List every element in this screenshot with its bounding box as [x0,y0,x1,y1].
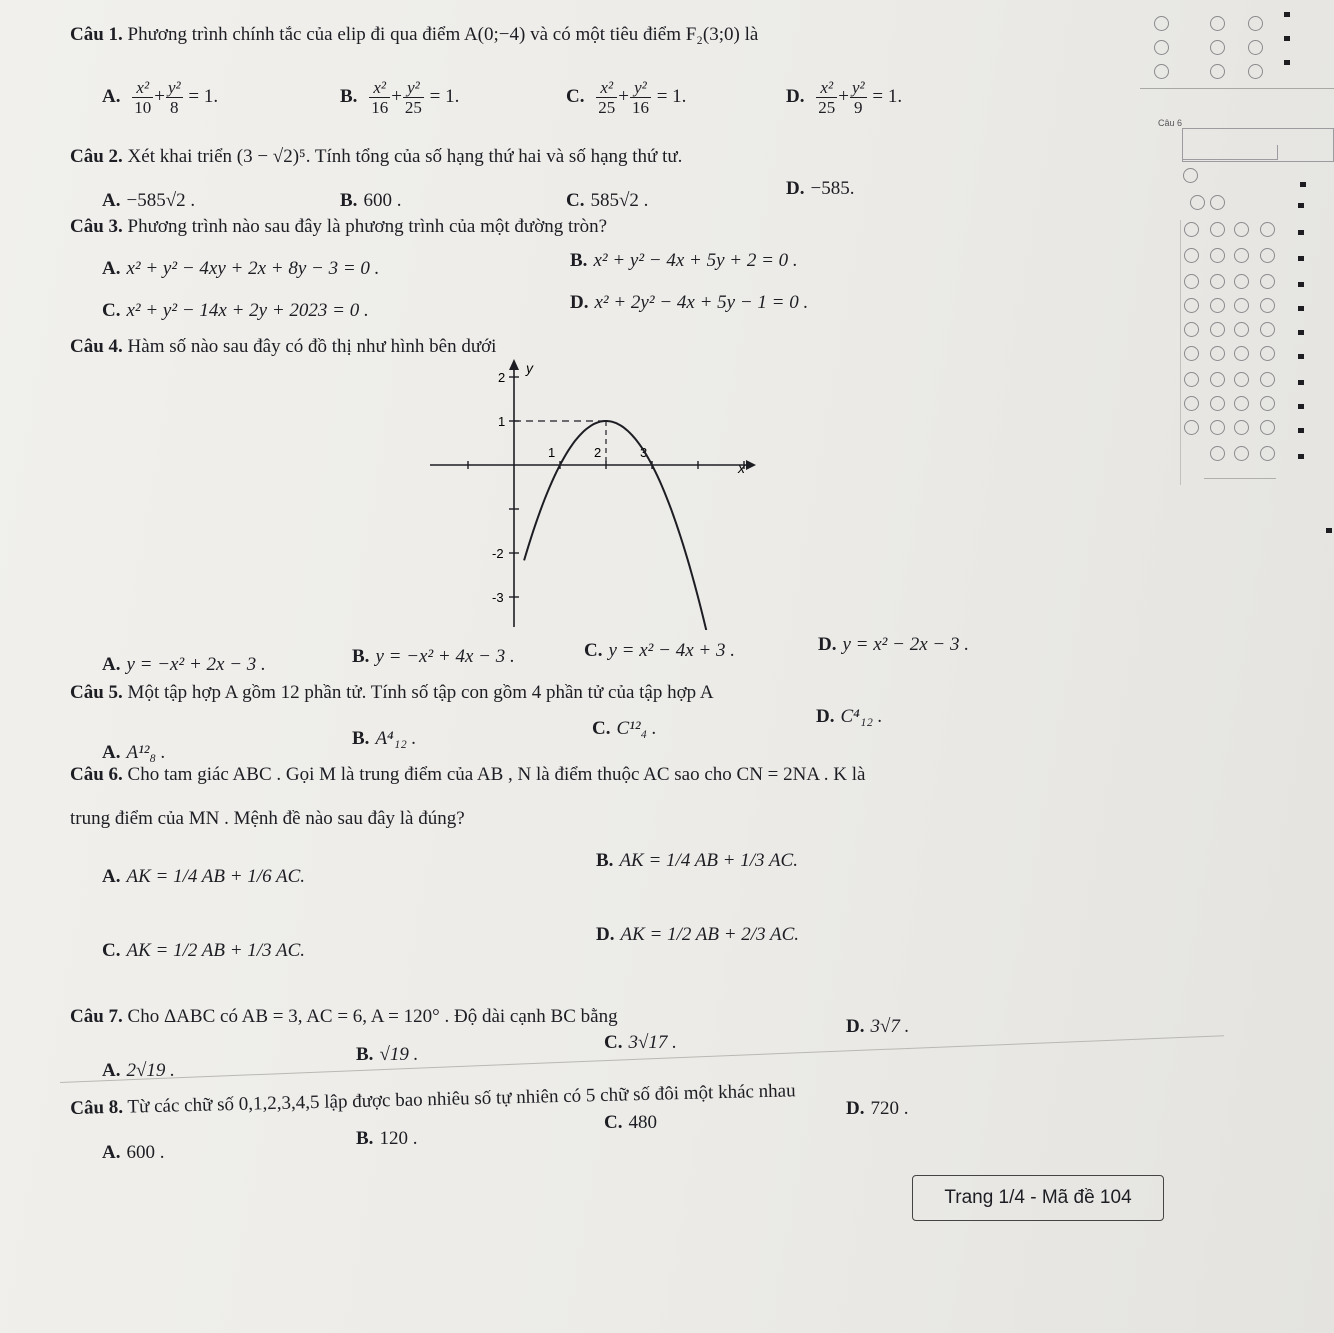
option-label: B. [356,1128,374,1149]
answer-bubble [1183,168,1198,183]
answer-bubble [1184,372,1199,387]
option-text: C¹²₄ . [616,718,657,739]
option-text: y = x² − 4x + 3 . [608,640,735,661]
q5-option-d[interactable] [816,706,882,728]
option-text: 600 . [363,190,402,211]
fraction-denominator: 10 [134,98,152,117]
answer-bubble [1260,346,1275,361]
timing-mark [1298,404,1304,409]
fraction-denominator: 8 [170,98,179,117]
option-text: 3√17 . [628,1032,677,1053]
question-8 [70,1080,796,1120]
option-label: A. [102,1060,121,1081]
option-label: C. [604,1032,623,1053]
q3-option-a[interactable] [102,258,379,280]
answer-sheet-rule [1180,220,1182,485]
question-1-text: Phương trình chính tắc của elip đi qua điểm A(0;−4) và có một tiêu điểm F₂(3;0) là [127,24,759,45]
question-3 [70,216,607,238]
timing-mark [1298,282,1304,287]
answer-bubble [1260,298,1275,313]
question-6-line2: trung điểm của MN . Mệnh đề nào sau đây là đúng? [70,808,465,829]
answer-bubble [1210,372,1225,387]
answer-bubble [1210,396,1225,411]
answer-bubble [1210,195,1225,210]
option-label: D. [786,178,805,199]
question-2 [70,146,682,168]
question-7 [70,1006,618,1028]
question-7-text: Cho ΔABC có AB = 3, AC = 6, A = 120° . Độ dài cạnh BC bằng [127,1006,618,1027]
answer-bubble [1154,16,1169,31]
equation-rhs: = 1. [429,85,460,107]
timing-mark [1298,380,1304,385]
option-label: D. [846,1016,865,1037]
q8-option-b[interactable] [356,1128,417,1150]
question-5-label: Câu 5. [70,682,123,703]
option-label: D. [846,1098,865,1119]
answer-bubble [1184,346,1199,361]
timing-mark [1298,230,1304,235]
question-3-text: Phương trình nào sau đây là phương trình của một đường tròn? [127,216,608,237]
fraction-denominator: 25 [598,98,616,117]
q1-option-c[interactable]: C. $\frac{\text{x²}}{25}$ + $\frac{\text{y²}}{16}$ = 1. [566,78,687,117]
answer-bubble [1260,396,1275,411]
answer-bubble [1210,446,1225,461]
option-text: x² + y² − 14x + 2y + 2023 = 0 . [126,300,369,321]
option-text: 2√19 . [126,1060,175,1081]
q8-option-d[interactable] [846,1098,908,1120]
option-text: 120 . [379,1128,418,1149]
question-7-label: Câu 7. [70,1006,123,1027]
question-8-text: Từ các chữ số 0,1,2,3,4,5 lập được bao nhiêu số tự nhiên có 5 chữ số đôi một khác nhau [127,1080,796,1118]
answer-bubble [1248,64,1263,79]
option-text: −585√2 . [126,190,196,211]
answer-bubble [1234,420,1249,435]
option-label: D. [596,924,615,945]
option-text: AK = 1/4 AB + 1/3 AC. [619,850,798,871]
equation-rhs: = 1. [656,85,687,107]
timing-mark [1298,256,1304,261]
q8-option-c[interactable] [604,1112,657,1134]
y-tick-label: -3 [492,590,504,605]
q6-option-d[interactable] [596,924,799,946]
option-label: D. [818,634,837,655]
answer-bubble [1260,420,1275,435]
y-axis-label: y [526,360,533,376]
q6-option-b[interactable] [596,850,798,872]
answer-bubble [1260,322,1275,337]
y-axis-arrow [509,359,519,370]
q3-option-c[interactable] [102,300,369,322]
q7-option-d[interactable] [846,1016,909,1038]
answer-bubble [1260,446,1275,461]
answer-bubble [1210,16,1225,31]
question-1 [70,24,758,46]
answer-bubble [1248,40,1263,55]
option-label: B. [570,250,588,271]
option-text: 585√2 . [590,190,649,211]
answer-bubble [1234,372,1249,387]
q8-option-a[interactable] [102,1142,164,1164]
fraction-denominator: 9 [854,98,863,117]
timing-mark [1326,528,1332,533]
answer-bubble [1234,446,1249,461]
question-8-label: Câu 8. [70,1096,124,1119]
equation-rhs: = 1. [872,85,903,107]
question-4-text: Hàm số nào sau đây có đồ thị như hình bên dưới [127,336,497,357]
timing-mark [1298,306,1304,311]
fraction-numerator: x² [369,78,390,98]
x-tick-label: 3 [640,445,648,460]
option-text: y = −x² + 2x − 3 . [126,654,266,675]
q2-option-d[interactable] [786,178,854,200]
answer-bubble [1210,298,1225,313]
answer-bubble [1234,322,1249,337]
option-label: D. [816,706,835,727]
option-text: 480 [628,1112,657,1133]
y-tick-label: 1 [498,414,506,429]
answer-bubble [1154,64,1169,79]
q7-option-c[interactable] [604,1032,677,1054]
option-text: y = −x² + 4x − 3 . [375,646,515,667]
option-label: C. [102,300,121,321]
timing-mark [1300,182,1306,187]
option-text: 3√7 . [870,1016,910,1037]
timing-mark [1298,454,1304,459]
question-5 [70,682,714,704]
answer-bubble [1260,372,1275,387]
option-label: A. [102,866,121,887]
option-text: C⁴₁₂ . [840,706,883,727]
fraction-numerator: y² [630,78,651,98]
option-text: −585. [810,178,855,199]
answer-sheet [1130,0,1334,600]
answer-bubble [1184,322,1199,337]
option-label: C. [584,640,603,661]
option-text: √19 . [379,1044,419,1065]
question-6-line1: Cho tam giác ABC . Gọi M là trung điểm của AB , N là điểm thuộc AC sao cho CN = 2NA . K là [127,764,866,785]
fraction-numerator: y² [851,78,865,97]
option-text: AK = 1/2 AB + 2/3 AC. [620,924,800,945]
answer-bubble [1234,346,1249,361]
fraction-numerator: x² [596,78,617,98]
q2-option-a[interactable] [102,190,195,212]
parabola-curve [524,421,740,630]
answer-sheet-boxes [1182,145,1278,160]
fraction-denominator: 16 [631,98,649,117]
option-label: B. [352,646,370,667]
timing-mark [1298,330,1304,335]
option-label: A. [102,1142,121,1163]
answer-bubble [1234,298,1249,313]
parabola-graph [430,355,770,630]
answer-bubble [1210,420,1225,435]
answer-bubble [1184,274,1199,289]
answer-bubble [1154,40,1169,55]
answer-sheet-label: Câu 6 [1158,118,1183,128]
answer-bubble [1210,222,1225,237]
y-tick-label: 2 [498,370,506,385]
option-label: C. [566,85,585,107]
question-4-label: Câu 4. [70,336,123,357]
q2-option-b[interactable] [340,190,401,212]
y-tick-label: -2 [492,546,504,561]
answer-bubble [1184,298,1199,313]
fraction-numerator: x² [132,78,153,98]
option-label: A. [102,190,121,211]
question-1-label: Câu 1. [70,24,123,45]
option-label: B. [352,728,370,749]
fraction-denominator: 16 [371,98,389,117]
x-tick-label: 1 [548,445,556,460]
option-label: B. [596,850,614,871]
q4-option-d[interactable] [818,634,969,656]
answer-bubble [1210,346,1225,361]
option-text: AK = 1/2 AB + 1/3 AC. [126,940,306,961]
answer-bubble [1190,195,1205,210]
answer-bubble [1184,396,1199,411]
option-label: D. [570,292,589,313]
option-text: x² + y² − 4x + 5y + 2 = 0 . [593,250,798,271]
timing-mark [1298,354,1304,359]
answer-bubble [1234,274,1249,289]
q6-option-c[interactable] [102,940,305,962]
answer-sheet-bottom [1204,478,1276,479]
option-label: C. [102,940,121,961]
option-text: 600 . [126,1142,165,1163]
answer-bubble [1260,248,1275,263]
q6-option-a[interactable] [102,866,305,888]
q4-option-b[interactable] [352,646,515,668]
x-axis-label: x [738,460,745,476]
option-label: C. [592,718,611,739]
option-label: D. [786,85,805,107]
option-label: A. [102,258,121,279]
answer-bubble [1210,322,1225,337]
q5-option-c[interactable] [592,718,657,740]
q4-option-c[interactable] [584,640,735,662]
answer-bubble [1184,420,1199,435]
option-label: A. [102,654,121,675]
answer-bubble [1234,248,1249,263]
page-footer: Trang 1/4 - Mã đề 104 [912,1175,1164,1221]
answer-bubble [1210,274,1225,289]
answer-bubble [1184,222,1199,237]
answer-bubble [1260,222,1275,237]
question-6-label: Câu 6. [70,764,123,785]
q1-option-a[interactable]: A. $\frac{\text{x²}}{10}$ + $\frac{\text{y²}}{8}$ = 1. [102,78,219,117]
x-axis-arrow [746,460,756,470]
option-text: 720 . [870,1098,909,1119]
equation-rhs: = 1. [188,85,219,107]
timing-mark [1298,428,1304,433]
fraction-numerator: y² [167,78,181,97]
option-text: A¹²₈ . [126,742,166,763]
q3-option-d[interactable] [570,292,808,314]
fraction-numerator: x² [816,78,837,98]
q7-option-b[interactable] [356,1044,418,1066]
q5-option-a[interactable] [102,742,166,764]
fraction-numerator: y² [403,78,424,98]
question-2-text-post: . Tính tổng của số hạng thứ hai và số hạng thứ tư. [305,146,683,167]
question-6 [70,764,865,786]
answer-bubble [1210,248,1225,263]
option-text: x² + 2y² − 4x + 5y − 1 = 0 . [594,292,809,313]
answer-bubble [1260,274,1275,289]
option-label: A. [102,742,121,763]
timing-mark [1284,60,1290,65]
fraction-denominator: 25 [818,98,836,117]
answer-bubble [1210,64,1225,79]
question-3-label: Câu 3. [70,216,123,237]
option-label: C. [604,1112,623,1133]
timing-mark [1284,12,1290,17]
q1-option-d[interactable]: D. $\frac{\text{x²}}{25}$ + $\frac{\text{y²}}{9}$ = 1. [786,78,903,117]
option-text: AK = 1/4 AB + 1/6 AC. [126,866,306,887]
answer-bubble [1248,16,1263,31]
q4-option-a[interactable] [102,654,266,676]
q1-option-b[interactable]: B. $\frac{\text{x²}}{16}$ + $\frac{\text{y²}}{25}$ = 1. [340,78,460,117]
option-label: B. [340,85,358,107]
option-text: x² + y² − 4xy + 2x + 8y − 3 = 0 . [126,258,380,279]
x-tick-label: 2 [594,445,602,460]
fraction-denominator: 25 [404,98,422,117]
option-text: A⁴₁₂ . [375,728,417,749]
option-label: B. [340,190,358,211]
question-2-label: Câu 2. [70,146,123,167]
option-label: A. [102,85,121,107]
answer-bubble [1234,222,1249,237]
option-label: B. [356,1044,374,1065]
answer-bubble [1210,40,1225,55]
option-text: y = x² − 2x − 3 . [842,634,969,655]
answer-sheet-divider [1140,88,1334,89]
option-label: C. [566,190,585,211]
timing-mark [1284,36,1290,41]
question-5-text: Một tập hợp A gồm 12 phần tử. Tính số tập con gồm 4 phần tử của tập hợp A [127,682,714,703]
question-2-text-pre: Xét khai triển (3 − √2)⁵ [127,146,306,167]
answer-bubble [1234,396,1249,411]
q3-option-b[interactable] [570,250,798,272]
timing-mark [1298,203,1304,208]
q2-option-c[interactable] [566,190,648,212]
q5-option-b[interactable] [352,728,416,750]
answer-bubble [1184,248,1199,263]
